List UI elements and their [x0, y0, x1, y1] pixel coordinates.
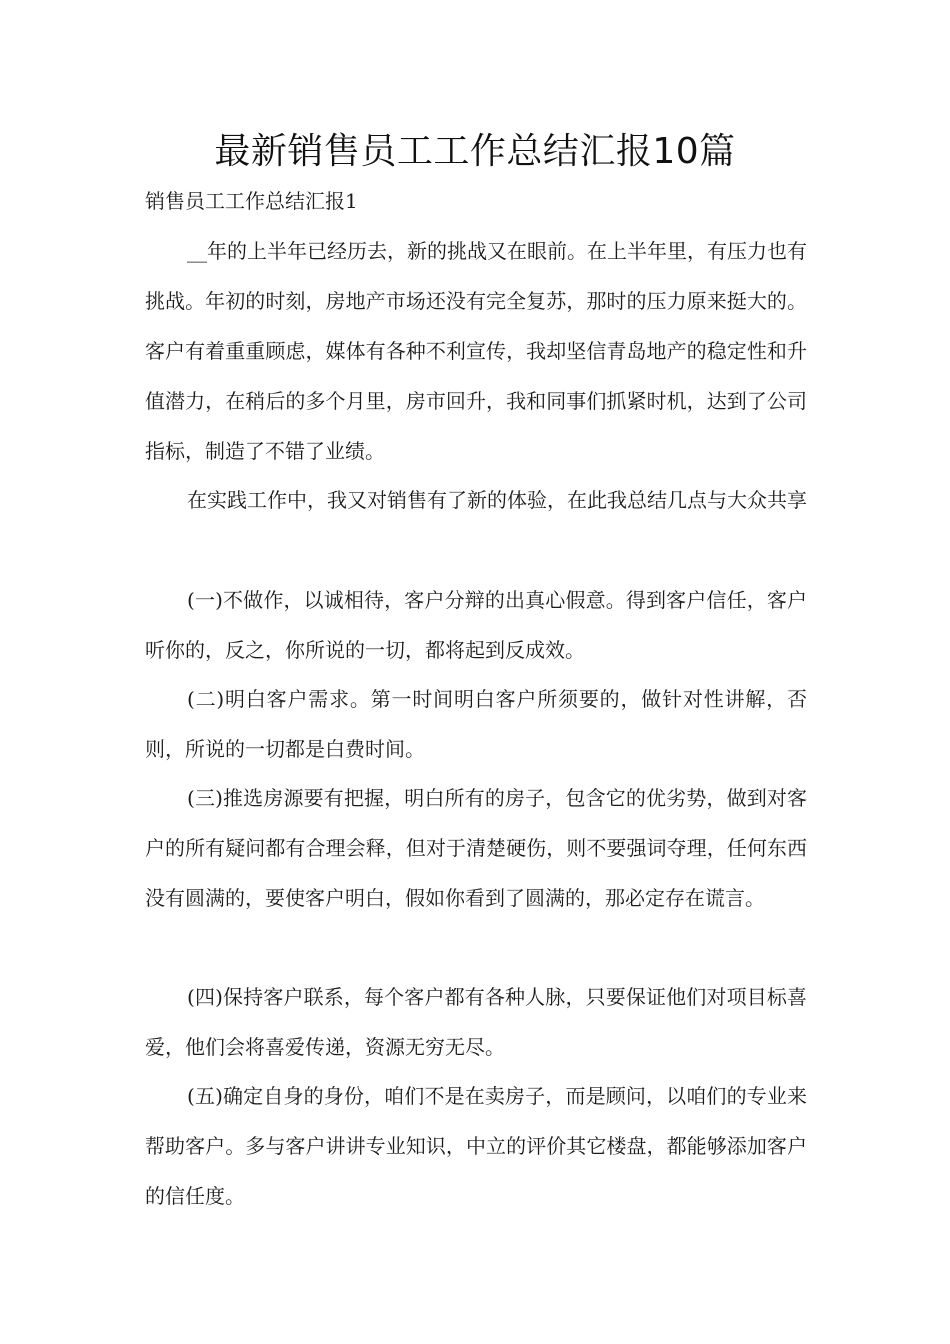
paragraph-point-1: (一)不做作，以诚相待，客户分辩的出真心假意。得到客户信任，客户听你的，反之，你所说的一切，都将起到反成效。 — [145, 588, 807, 662]
paragraph-intro: __年的上半年已经历去，新的挑战又在眼前。在上半年里，有压力也有挑战。年初的时刻，房地产市场还没有完全复苏，那时的压力原来挺大的。客户有着重重顾虑，媒体有各种不利宣传，我却坚信青岛地产的稳定性和升值潜力，在稍后的多个月里，房市回升，我和同事们抓紧时机，达到了公司指标，制造了不错了业绩。 — [145, 239, 807, 463]
document-title: 最新销售员工工作总结汇报10篇 — [214, 131, 736, 172]
paragraph-point-4: (四)保持客户联系，每个客户都有各种人脉，只要保证他们对项目标喜爱，他们会将喜爱传递，资源无穷无尽。 — [145, 985, 807, 1059]
paragraph-point-2: (二)明白客户需求。第一时间明白客户所须要的，做针对性讲解，否则，所说的一切都是白费时间。 — [145, 687, 807, 761]
paragraph-point-3: (三)推选房源要有把握，明白所有的房子，包含它的优劣势，做到对客户的所有疑问都有合理会释，但对于清楚硬伤，则不要强词夺理，任何东西没有圆满的，要使客户明白，假如你看到了圆满的，那必定存在谎言。 — [145, 786, 807, 910]
paragraph-experience: 在实践工作中，我又对销售有了新的体验，在此我总结几点与大众共享 — [187, 488, 807, 512]
paragraph-point-5: (五)确定自身的身份，咱们不是在卖房子，而是顾问，以咱们的专业来帮助客户。多与客户讲讲专业知识，中立的评价其它楼盘，都能够添加客户的信任度。 — [145, 1084, 807, 1208]
section-heading: 销售员工工作总结汇报1 — [145, 189, 358, 213]
